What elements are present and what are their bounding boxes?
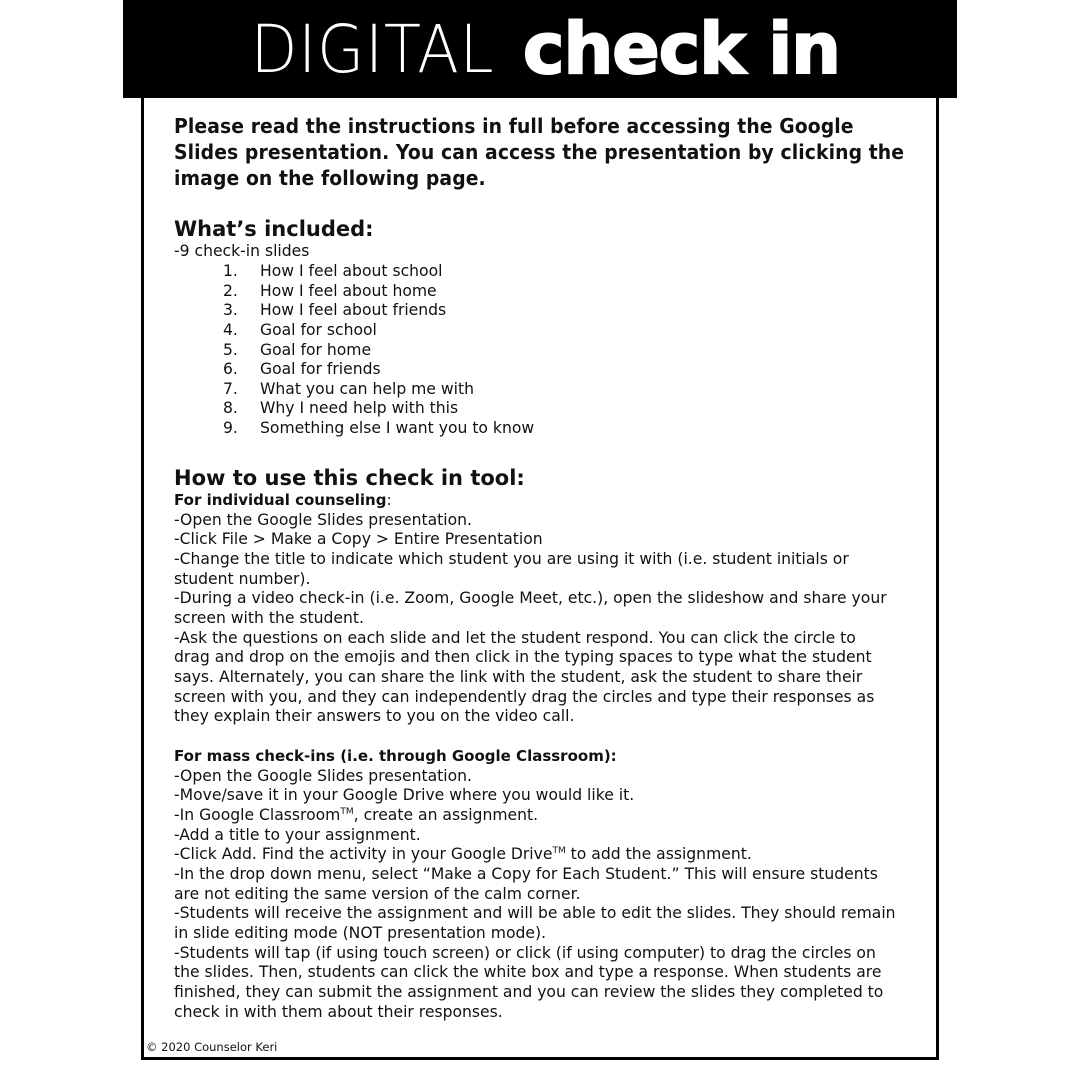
list-item-number: 8. — [223, 399, 238, 418]
list-item-number: 6. — [223, 360, 238, 379]
instruction-line: -Ask the questions on each slide and let the student respond. You can click the circle to — [174, 628, 856, 647]
instruction-line: -Open the Google Slides presentation. — [174, 766, 472, 785]
instruction-line — [174, 806, 896, 826]
instruction-line: says. Alternately, you can share the link with the student, ask the student to share their — [174, 667, 863, 686]
line-text: to add the assignment. — [565, 845, 752, 864]
title-check-in: check in — [522, 8, 841, 90]
list-item-number: 1. — [223, 262, 238, 280]
list-item-text: How I feel about home — [260, 281, 437, 300]
instruction-line: finished, they can submit the assignment and you can review the slides they completed to — [174, 982, 884, 1001]
title-digital: DIGITAL — [250, 10, 495, 88]
intro-line: image on the following page. — [174, 166, 486, 190]
list-item-text: Why I need help with this — [260, 399, 459, 418]
list-item-text: How I feel about friends — [260, 301, 447, 320]
list-item-text: Goal for home — [260, 340, 372, 359]
list-item-text: Something else I want you to know — [260, 419, 535, 438]
instruction-line: -Add a title to your assignment. — [174, 825, 421, 844]
mass-check-ins-subheading: For mass check-ins (i.e. through Google Classroom): — [174, 747, 617, 765]
instruction-line: they explain their answers to you on the video call. — [174, 707, 575, 726]
instruction-line: -During a video check-in (i.e. Zoom, Google Meet, etc.), open the slideshow and share your — [174, 589, 887, 608]
list-item-number: 9. — [223, 419, 238, 438]
line-text: , create an assignment. — [353, 805, 539, 824]
trademark-mark: TM — [340, 806, 354, 817]
list-item-text: What you can help me with — [260, 379, 474, 398]
list-item-text: Goal for school — [260, 320, 377, 339]
subheading-colon: : — [386, 491, 392, 509]
intro-paragraph — [174, 113, 971, 191]
whats-included-heading: What’s included: — [174, 217, 374, 241]
how-to-use-heading: How to use this check in tool: — [174, 466, 525, 490]
list-item-text: Goal for friends — [260, 360, 381, 379]
subheading-text: For individual counseling — [174, 491, 387, 509]
line-text: -Click Add. Find the activity in your Google Drive — [174, 845, 553, 864]
list-item-number: 7. — [223, 379, 238, 398]
line-text: -In Google Classroom — [174, 805, 341, 824]
instruction-line: screen with you, and they can independently drag the circles and type their responses as — [174, 687, 875, 706]
instruction-line: the slides. Then, students can click the white box and type a response. When students are — [174, 963, 882, 982]
list-item-number: 5. — [223, 340, 238, 359]
intro-line: Please read the instructions in full before accessing the Google — [174, 114, 854, 138]
instruction-line: drag and drop on the emojis and then click in the typing spaces to type what the student — [174, 648, 872, 667]
list-item-number: 4. — [223, 320, 238, 339]
instruction-line: screen with the student. — [174, 608, 364, 627]
instruction-line: -Click File > Make a Copy > Entire Presentation — [174, 530, 543, 549]
instruction-line: -Move/save it in your Google Drive where you would like it. — [174, 786, 635, 805]
instruction-line: student number). — [174, 569, 311, 588]
instruction-line: -Students will tap (if using touch screen) or click (if using computer) to drag the circles on — [174, 943, 876, 962]
individual-counseling-section — [174, 491, 887, 727]
instruction-line — [174, 845, 896, 865]
intro-line: Slides presentation. You can access the presentation by clicking the — [174, 140, 905, 164]
instruction-line: -Change the title to indicate which student you are using it with (i.e. student initials or — [174, 549, 849, 568]
list-item-number: 2. — [223, 281, 238, 300]
included-summary-text: -9 check-in slides — [174, 242, 310, 260]
instruction-line: check in with them about their responses. — [174, 1002, 503, 1021]
instruction-line: -Students will receive the assignment and will be able to edit the slides. They should remain — [174, 904, 896, 923]
instruction-line: in slide editing mode (NOT presentation mode). — [174, 923, 547, 942]
individual-counseling-subheading — [174, 491, 887, 511]
mass-check-ins-section — [174, 747, 896, 1022]
instruction-line: are not editing the same version of the calm corner. — [174, 884, 581, 903]
copyright-footer: © 2020 Counselor Keri — [146, 1040, 278, 1054]
title-banner — [123, 0, 957, 98]
included-summary — [174, 242, 309, 262]
trademark-mark: TM — [552, 846, 566, 857]
list-item-number: 3. — [223, 301, 238, 320]
instruction-line: -In the drop down menu, select “Make a Copy for Each Student.” This will ensure students — [174, 864, 878, 883]
list-item-text: How I feel about school — [260, 262, 443, 280]
instruction-line: -Open the Google Slides presentation. — [174, 510, 472, 529]
